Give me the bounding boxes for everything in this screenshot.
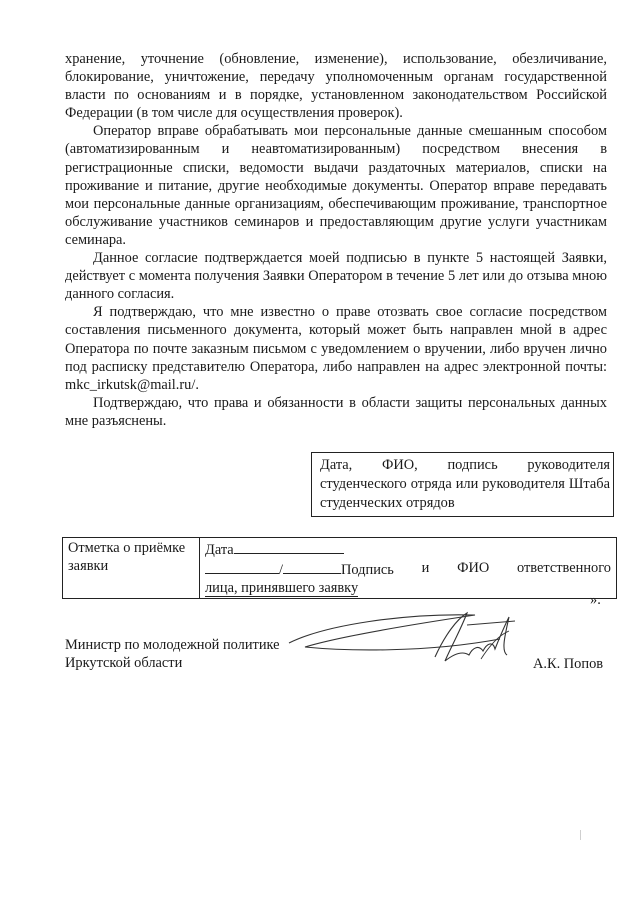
signature-blank: [205, 559, 279, 574]
document-body: [65, 50, 607, 430]
word-i: и: [421, 560, 430, 576]
minister-block: [65, 636, 280, 672]
name-blank: [283, 559, 341, 574]
signature-blank-group: [205, 559, 394, 579]
signature-box: Дата, ФИО, подпись руководителя студенческого отряда или руководителя Штаба студенческих отрядов: [311, 452, 614, 517]
handwritten-signature-icon: [285, 595, 545, 675]
word-podpis: Подпись: [341, 562, 394, 578]
paragraph-3: Данное согласие подтверждается моей подписью в пункте 5 настоящей Заявки, действует с момента получения Заявки Оператором в течение 5 лет или до отзыва мною данного согласия.: [65, 250, 607, 303]
paragraph-4: Я подтверждаю, что мне известно о праве отозвать свое согласие посредством составления письменного документа, который может быть направлен мной в адрес Оператора по почте заказным письмом с уведомлением о вручении, либо вручен лично под расписку представителю Оператора, либо направлен на адрес электронной почты: mkc_irkutsk@mail.ru/.: [65, 304, 607, 393]
paragraph-5: Подтверждаю, что права и обязанности в области защиты персональных данных мне разъяснены.: [65, 394, 607, 429]
receipt-table: [62, 537, 617, 599]
word-responsible: ответственного: [517, 560, 611, 576]
date-blank: [234, 539, 344, 554]
paragraph-1: хранение, уточнение (обновление, изменение), использование, обезличивание, блокирование, уничтожение, передачу уполномоченным органам государственной власти по основаниям и в порядке, установленном законодательством Российской Федерации (в том числе для осуществления проверок).: [65, 51, 607, 122]
scan-mark: [580, 830, 581, 840]
receipt-date-row: [205, 539, 611, 559]
receipt-label: Отметка о приёмке заявки: [63, 538, 200, 599]
slash: /: [279, 562, 283, 578]
minister-title-line1: Министр по молодежной политике: [65, 637, 280, 653]
paragraph-2: Оператор вправе обрабатывать мои персональные данные смешанным способом (автоматизированным и неавтоматизированным) посредством внесения в регистрационные списки, ведомости выдачи раздаточных материалов, списки на проживание и питание, другие необходимые документы. Оператор вправе передавать мои персональные данные организациям, обеспечивающим проживание, транспортное обслуживание участников семинаров и предоставляющим другие услуги участникам семинара.: [65, 123, 607, 248]
closing-mark: ».: [590, 592, 601, 608]
minister-name: А.К. Попов: [533, 656, 604, 672]
receipt-fields: [200, 538, 617, 599]
word-fio: ФИО: [457, 560, 490, 576]
receipt-line2-text: лица, принявшего заявку: [205, 580, 359, 596]
receipt-signature-row: [205, 559, 611, 579]
minister-title-line2: Иркутской области: [65, 655, 183, 671]
date-label: Дата: [205, 542, 234, 558]
